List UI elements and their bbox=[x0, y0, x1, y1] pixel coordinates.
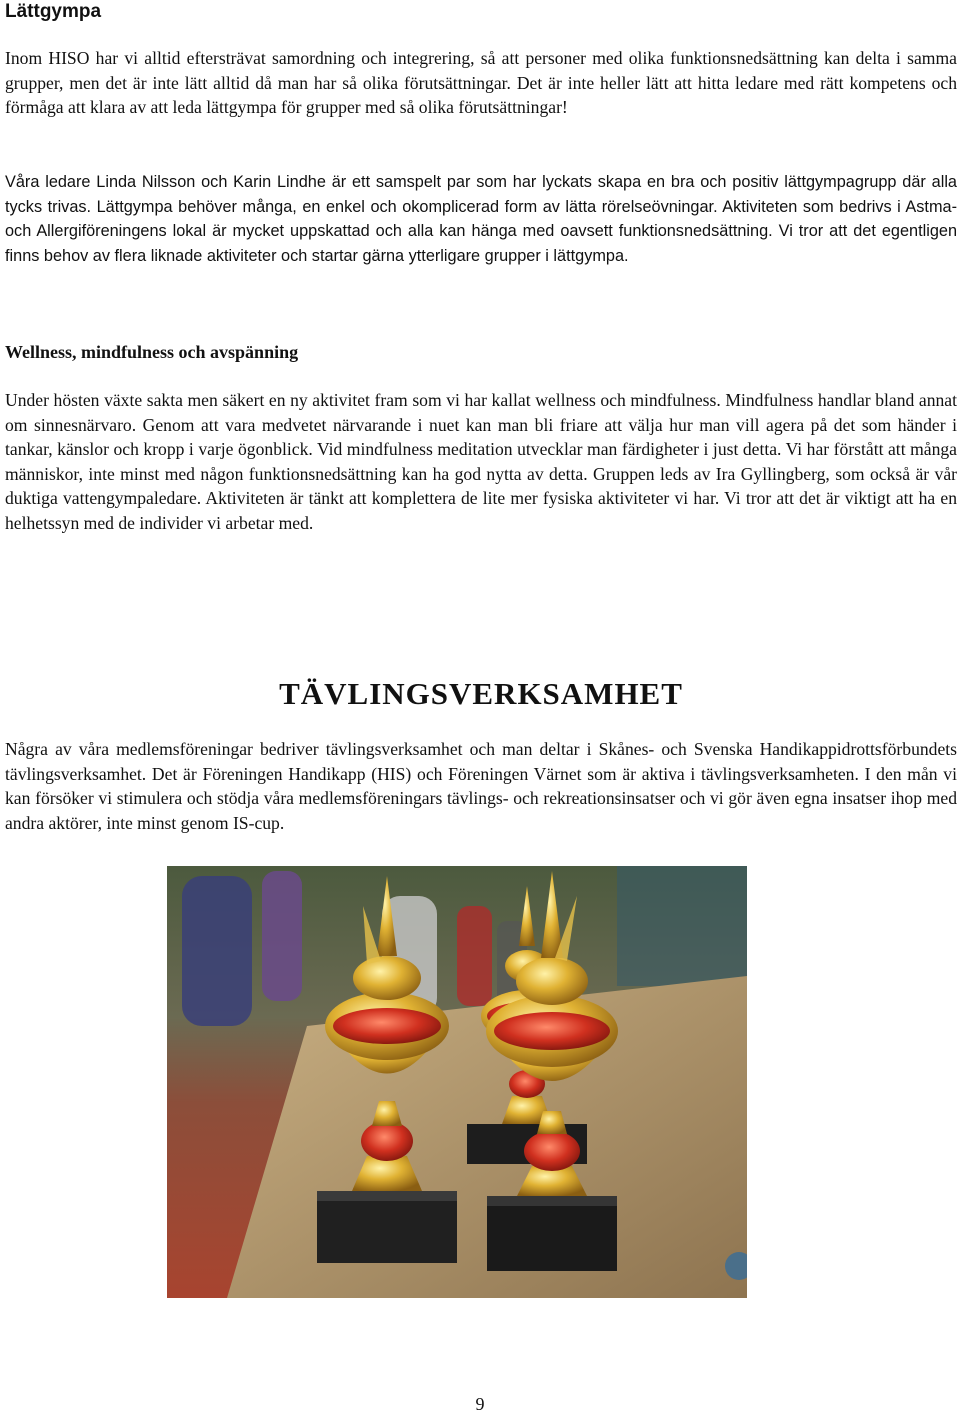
paragraph-tavling: Några av våra medlemsföreningar bedriver tävlingsverksamhet och man deltar i Skånes- och Svenska Handikappidrottsförbundets tävlingsverksamhet. Det är Föreningen Handikapp (HIS) och Föreningen Värnet som är aktiva i tävlingsverksamheten. I den mån vi kan försöker vi stimulera och stödja våra medlemsföreningars tävlings- och rekreationsinsatser och vi gör även egna insatser ihop med andra aktörer, inte minst genom IS-cup. bbox=[5, 739, 957, 833]
trophies-photo bbox=[167, 866, 747, 1298]
heading-tavlingsverksamhet: TÄVLINGSVERKSAMHET bbox=[279, 676, 683, 711]
paragraph-wellness: Under hösten växte sakta men säkert en ny aktivitet fram som vi har kallat wellness och mindfulness. Mindfulness handlar bland annat om sinnesnärvaro. Genom att vara medvetet närvarande i nuet kan man bli friare att välja hur man vill agera på det som händer i tankar, känslor och kropp i varje ögonblick. Vid mindfulness meditation utvecklar man färdigheter i just detta. Vi har förstått att många människor, inte minst med någon funktionsnedsättning kan ha god nytta av detta. Gruppen leds av Ira Gyllingberg, som också är vår duktiga vattengympaledare. Aktiviteten är tänkt att komplettera de lite mer fysiska aktiviteter vi har. Vi tror att det är viktigt att ha en helhetssyn med de individer vi arbetar med. bbox=[5, 390, 957, 533]
page-number: 9 bbox=[475, 1394, 485, 1414]
heading-wellness: Wellness, mindfulness och avspänning bbox=[5, 342, 299, 362]
paragraph-lattgympa-2: Våra ledare Linda Nilsson och Karin Lindhe är ett samspelt par som har lyckats skapa en bra och positiv lättgympagrupp där alla tycks trivas. Lättgympa behöver många, en enkel och okomplicerad form av lätta rörelseövningar. Aktiviteten som bedrivs i Astma- och Allergiföreningens lokal är mycket uppskattad och alla kan hänga med oavsett funktionsnedsättning. Vi tror att det egentligen finns behov av flera liknade aktiviteter och startar gärna ytterligare grupper i lättgympa. bbox=[5, 173, 957, 265]
heading-lattgympa: Lättgympa bbox=[5, 1, 102, 22]
paragraph-lattgympa-1: Inom HISO har vi alltid eftersträvat samordning och integrering, så att personer med olika funktionsnedsättning kan delta i samma grupper, men det är inte lätt alltid då man har så olika förutsättningar. Det är inte heller lätt att hitta ledare med rätt kompetens och förmåga att klara av att leda lättgympa för grupper med så olika förutsättningar! bbox=[5, 48, 957, 118]
trophies-illustration bbox=[167, 866, 747, 1298]
